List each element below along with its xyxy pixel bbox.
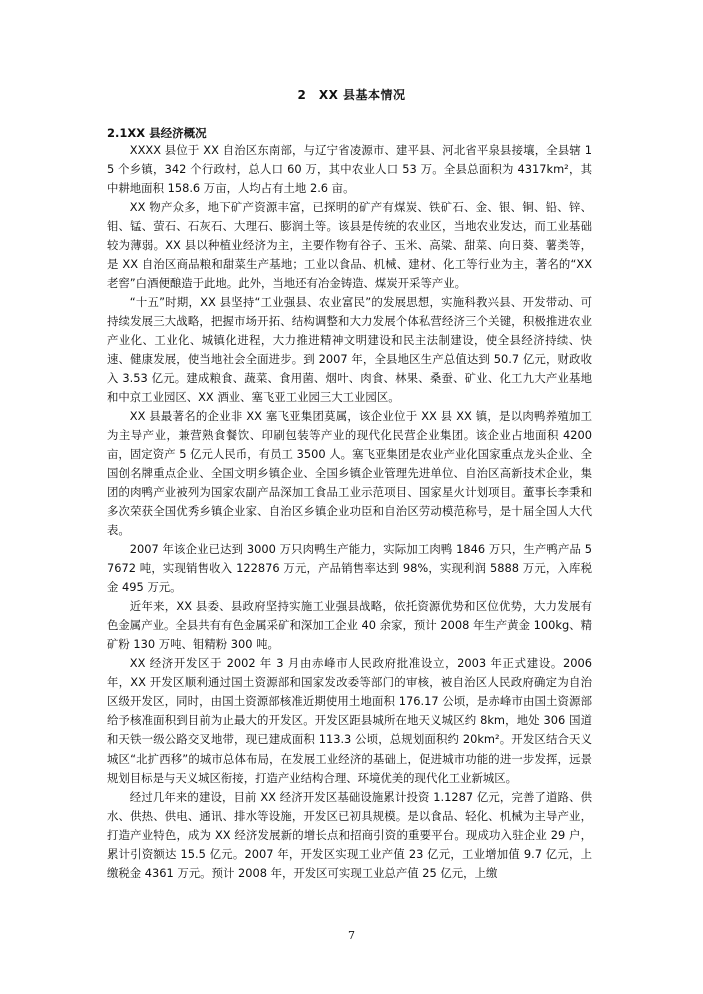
paragraph-tenth-five-year: “十五”时期，XX 县坚持“工业强县、农业富民”的发展思想，实施科教兴县、开发带动、可持续发展三大战略，把握市场开拓、结构调整和大力发展个体私营经济三个关键，积极推进农业产业化、工业化、城镇化进程，大力推进精神文明建设和民主法制建设，使全县经济持续、快速、健康发展，使当地社会全面进步。到 2007 年，全县地区生产总值达到 50.7 亿元，财政收入 3.53 亿元。建成粮食、蔬菜、食用菌、烟叶、肉食、林果、桑蚕、矿业、化工九大产业基地和中京工业园区、XX 酒业、塞飞亚工业园三大工业园区。	[107, 295, 592, 405]
paragraph-resources-industry: XX 物产众多，地下矿产资源丰富，已探明的矿产有煤炭、铁矿石、金、银、铜、铅、锌、钼、锰、萤石、石灰石、大理石、膨润土等。该县是传统的农业区，当地农业发达，而工业基础较为薄弱。XX 县以种植业经济为主，主要作物有谷子、玉米、高粱、甜菜、向日葵、薯类等，是 XX 自治区商品粮和甜菜生产基地；工业以食品、机械、建材、化工等行业为主，著名的“XX 老窖”白酒便酿造于此地。此外，当地还有冶金铸造、煤炭开采等产业。	[107, 200, 592, 291]
paragraph-zone-construction: 经过几年来的建设，目前 XX 经济开发区基础设施累计投资 1.1287 亿元，完善了道路、供水、供热、供电、通讯、排水等设施，开发区已初具规模。是以食品、轻化、机械为主导产业，打造产业特色，成为 XX 经济发展新的增长点和招商引资的重要平台。现成功入驻企业 29 户，累计引资额达 15.5 亿元。2007 年，开发区实现工业产值 23 亿元，工业增加值 9.7 亿元，上缴税金 4361 万元。预计 2008 年，开发区可实现工业总产值 25 亿元，上缴	[107, 789, 592, 880]
body-text	[107, 141, 592, 883]
paragraph-nonferrous-metals: 近年来，XX 县委、县政府坚持实施工业强县战略，依托资源优势和区位优势，大力发展有色金属产业。全县共有有色金属采矿和深加工企业 40 余家，预计 2008 年生产黄金 100kg、精矿粉 130 万吨、钼精粉 300 吨。	[107, 599, 592, 652]
page-number: 7	[348, 929, 355, 942]
paragraph-saifeiya-group: XX 县最著名的企业非 XX 塞飞亚集团莫属，该企业位于 XX 县 XX 镇，是以肉鸭养殖加工为主导产业，兼营熟食餐饮、印刷包装等产业的现代化民营企业集团。该企业占地面积 4200 亩，固定资产 5 亿元人民币，有员工 3500 人。塞飞亚集团是农业产业化国家重点龙头企业、全国创名牌重点企业、全国文明乡镇企业、全国乡镇企业管理先进单位、自治区高新技术企业，集团的肉鸭产业被列为国家农副产品深加工食品工业示范项目、国家星火计划项目。董事长李秉和多次荣获全国优秀乡镇企业家、自治区乡镇企业功臣和自治区劳动模范称号，是十届全国人大代表。	[107, 409, 592, 538]
paragraph-county-overview: XXXX 县位于 XX 自治区东南部，与辽宁省凌源市、建平县、河北省平泉县接壤，全县辖 15 个乡镇，342 个行政村，总人口 60 万，其中农业人口 53 万。全县总面积为 4317km²，其中耕地面积 158.6 万亩，人均占有土地 2.6 亩。	[107, 143, 592, 196]
section-title: 2.1XX 县经济概况	[107, 126, 207, 140]
paragraph-development-zone: XX 经济开发区于 2002 年 3 月由赤峰市人民政府批准设立，2003 年正式建设。2006 年，XX 开发区顺利通过国土资源部和国家发改委等部门的审核，被自治区人民政府确定为自治区级开发区，同时，由国土资源部核准近期使用土地面积 176.17 公顷，是赤峰市由国土资源部给予核准面积到目前为止最大的开发区。开发区距县城所在地天义城区约 8km，地处 306 国道和天铁一级公路交叉地带，现已建成面积 113.3 公顷，总规划面积约 20km²。开发区结合天义城区“北扩西移”的城市总体布局，在发展工业经济的基础上，促进城市功能的进一步发挥，远景规划目标是与天义城区衔接，打造产业结构合理、环境优美的现代化工业新城区。	[107, 656, 592, 785]
paragraph-2007-output: 2007 年该企业已达到 3000 万只肉鸭生产能力，实际加工肉鸭 1846 万只，生产鸭产品 57672 吨，实现销售收入 122876 万元，产品销售率达到 98%，实现利润 5888 万元，入库税金 495 万元。	[107, 542, 592, 595]
chapter-title: 2 XX 县基本情况	[297, 88, 406, 102]
